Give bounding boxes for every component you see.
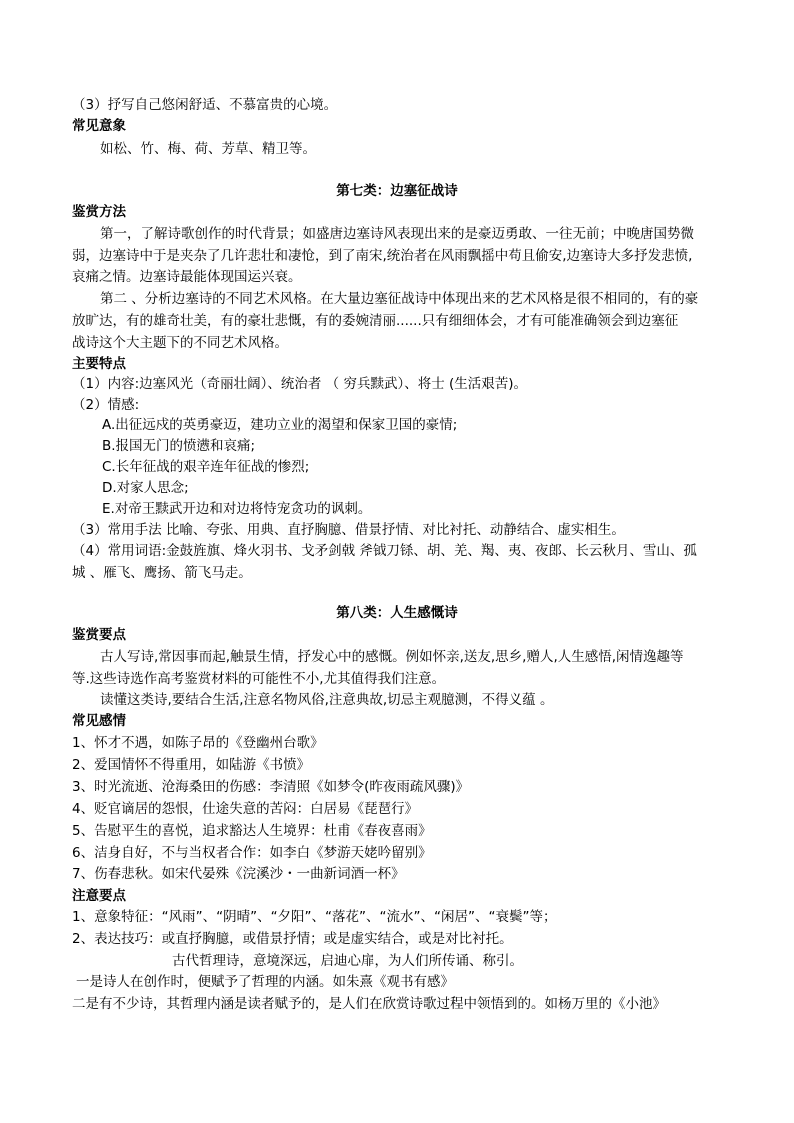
text-line: 战诗这个大主题下的不同艺术风格。 — [72, 335, 288, 351]
text-line: 第二 、分析边塞诗的不同艺术风格。在大量边塞征战诗中体现出来的艺术风格是很不相同的，有的豪 — [100, 291, 699, 307]
text-line: （2）情感: — [72, 397, 140, 413]
list-item: D.对家人思念; — [102, 480, 189, 496]
section-heading: 常见感情 — [72, 713, 126, 729]
list-item: 1、怀才不遇，如陈子昂的《登幽州台歌》 — [72, 735, 324, 751]
list-item: 5、告慰平生的喜悦，追求豁达人生境界：杜甫《春夜喜雨》 — [72, 823, 432, 839]
text-line: 古代哲理诗，意境深远，启迪心扉，为人们所传诵、称引。 — [172, 953, 523, 969]
list-item: A.出征远戍的英勇豪迈，建功立业的渴望和保家卫国的豪情; — [102, 417, 458, 433]
text-line: （3）抒写自己悠闲舒适、不慕富贵的心境。 — [72, 97, 338, 113]
text-line: 弱，边塞诗中于是夹杂了几许悲壮和凄怆，到了南宋,统治者在风雨飘摇中苟且偷安,边塞诗大多抒发悲愤, — [72, 248, 693, 264]
list-item: C.长年征战的艰辛连年征战的惨烈; — [102, 459, 310, 475]
section-heading: 注意要点 — [72, 888, 126, 904]
list-item: 4、贬官谪居的怨恨，仕途失意的苦闷：白居易《琵琶行》 — [72, 801, 419, 817]
chapter-title: 第七类：边塞征战诗 — [336, 183, 458, 199]
text-line: （3）常用手法 比喻、夸张、用典、直抒胸臆、借景抒情、对比衬托、动静结合、虚实相生。 — [72, 522, 625, 538]
text-line: 一是诗人在创作时，便赋予了哲理的内涵。如朱熹《观书有感》 — [76, 974, 454, 990]
text-line: 放旷达，有的雄奇壮美，有的豪壮悲慨，有的委婉清丽......只有细细体会，才有可能准确领会到边塞征 — [72, 313, 679, 329]
text-line: 哀痛之情。边塞诗最能体现国运兴衰。 — [72, 269, 302, 285]
chapter-title: 第八类：人生感慨诗 — [336, 605, 458, 621]
text-line: （1）内容:边塞风光（奇丽壮阔）、统治者 （ 穷兵黩武）、将士 (生活艰苦)。 — [72, 376, 528, 392]
section-heading: 常见意象 — [72, 118, 126, 134]
text-line: （4）常用词语:金鼓旌旗、烽火羽书、戈矛剑戟 斧钺刀铩、胡、羌、羯、夷、夜郎、长云秋月、雪山、孤 — [72, 543, 697, 559]
section-heading: 主要特点 — [72, 356, 126, 372]
list-item: 7、伤春悲秋。如宋代晏殊《浣溪沙・一曲新词酒一杯》 — [72, 866, 405, 882]
list-item: 2、表达技巧：或直抒胸臆，或借景抒情；或是虚实结合，或是对比衬托。 — [72, 931, 513, 947]
text-line: 等.这些诗选作高考鉴赏材料的可能性不小,尤其值得我们注意。 — [72, 671, 446, 687]
list-item: 6、洁身自好，不与当权者合作：如李白《梦游天姥吟留别》 — [72, 845, 432, 861]
text-line: 读懂这类诗,要结合生活,注意名物风俗,注意典故,切忌主观臆测，不得义蕴 。 — [100, 692, 554, 708]
list-item: B.报国无门的愤懑和哀痛; — [102, 438, 256, 454]
text-line: 古人写诗,常因事而起,触景生情，抒发心中的感慨。例如怀亲,送友,思乡,赠人,人生感悟,闲情逸趣等 — [100, 649, 684, 665]
text-line: 如松、竹、梅、荷、芳草、精卫等。 — [100, 141, 316, 157]
text-line: 第一，了解诗歌创作的时代背景；如盛唐边塞诗风表现出来的是豪迈勇敢、一往无前；中晚唐国势微 — [100, 226, 694, 242]
list-item: 3、时光流逝、沧海桑田的伤感：李清照《如梦令(昨夜雨疏风骤)》 — [72, 779, 470, 795]
list-item: 1、意象特征：“风雨”、“阴晴”、“夕阳”、“落花”、“流水”、“闲居”、“衰鬓”等； — [72, 909, 557, 925]
section-heading: 鉴赏要点 — [72, 627, 126, 643]
text-line: 二是有不少诗，其哲理内涵是读者赋予的，是人们在欣赏诗歌过程中领悟到的。如杨万里的《小池》 — [72, 996, 666, 1012]
list-item: E.对帝王黩武开边和对边将恃宠贪功的讽刺。 — [102, 501, 372, 517]
section-heading: 鉴赏方法 — [72, 204, 126, 220]
list-item: 2、爱国情怀不得重用，如陆游《书愤》 — [72, 757, 311, 773]
text-line: 城 、雁飞、鹰扬、箭飞马走。 — [72, 565, 252, 581]
